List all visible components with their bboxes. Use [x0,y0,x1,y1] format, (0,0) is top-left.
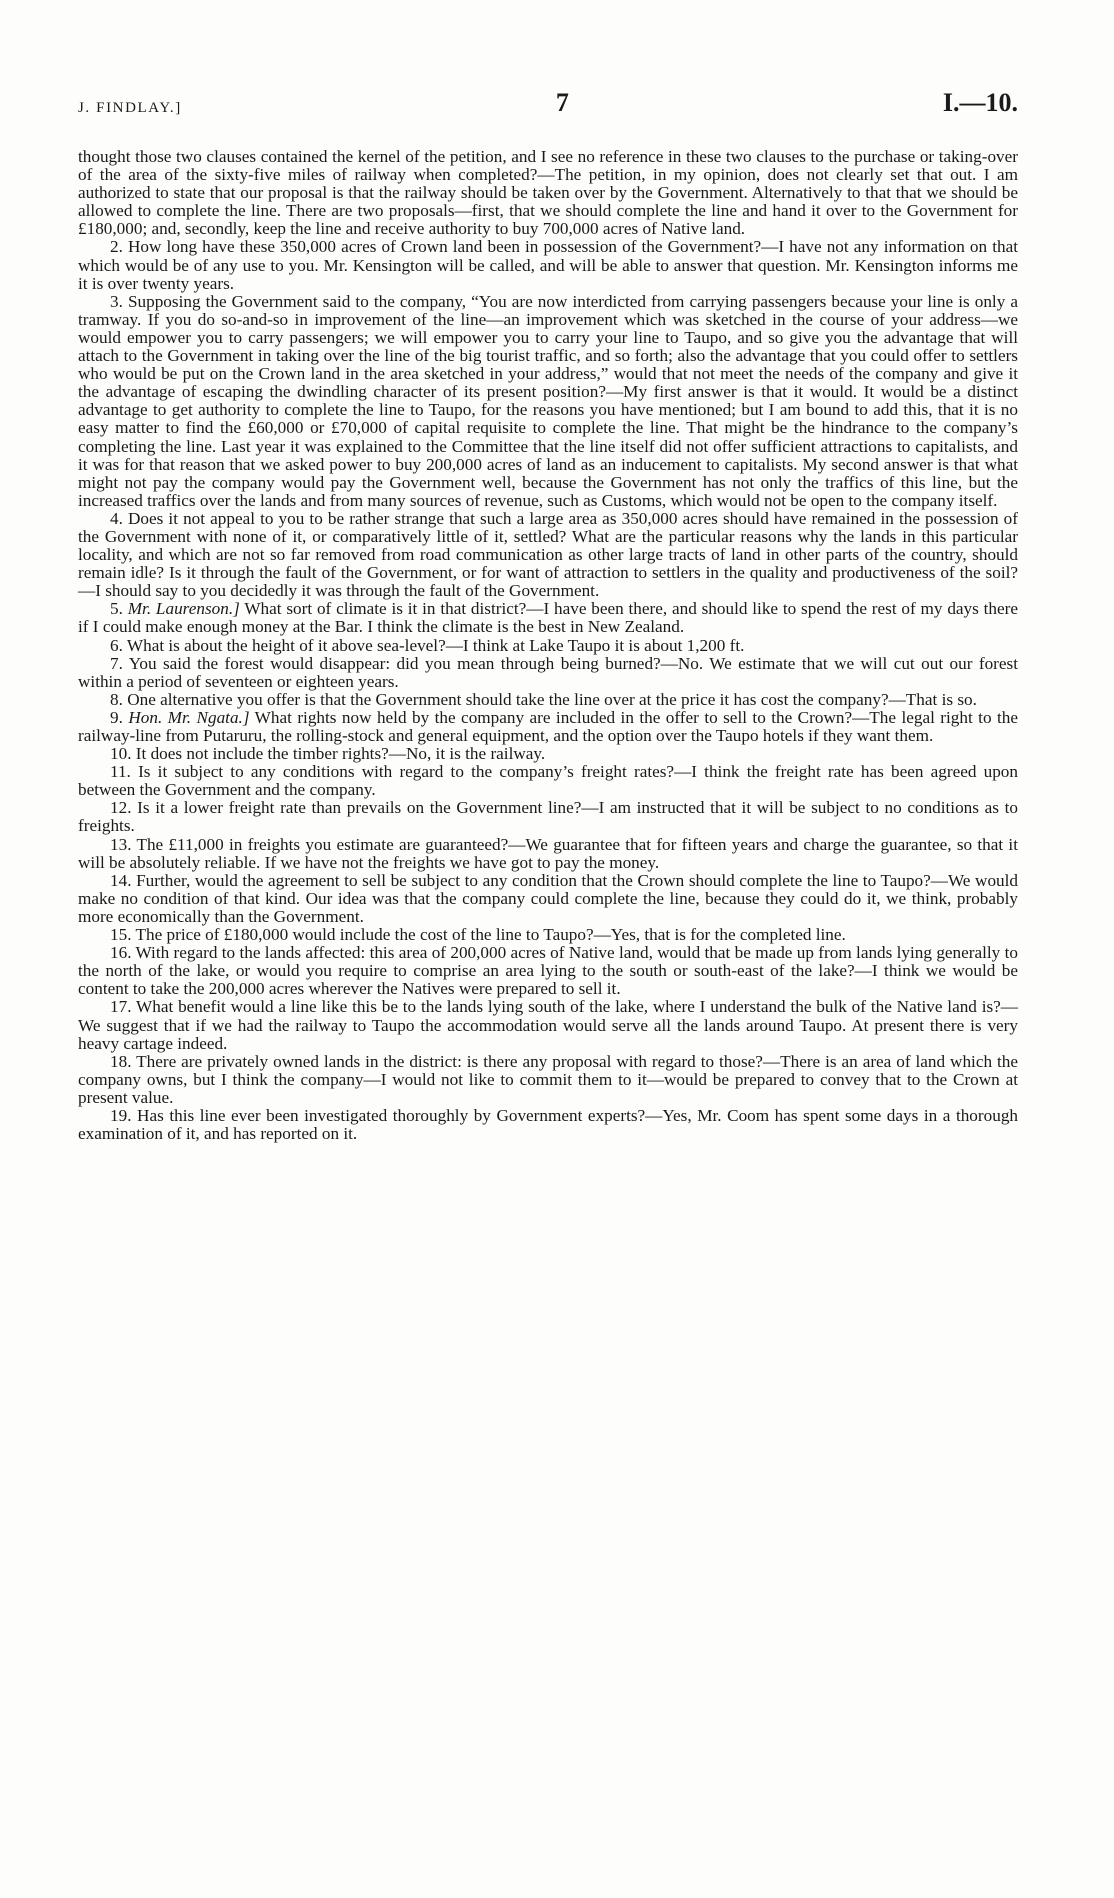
paragraph [78,600,1018,636]
question-number: 18. [110,1051,132,1071]
question-number: 12. [110,798,132,818]
paragraph-text: One alternative you offer is that the Government should take the line over at the price it has cost the company?—That is so. [127,689,977,709]
paragraph-text: With regard to the lands affected: this area of 200,000 acres of Native land, would that be made up from lands lying generally to the north of the lake, or would you require to comprise an area lying to the south or south-east of the lake?—I think we would be content to take the 200,000 acres wherever the Natives were prepared to sell it. [78,943,1018,999]
question-number: 4. [110,508,123,528]
paragraph-text: What benefit would a line like this be to the lands lying south of the lake, where I understand the bulk of the Native land is?—We suggest that if we had the railway to Taupo the accommodation would serve all the lands around Taupo. At present there is very heavy cartage indeed. [78,997,1018,1053]
page-number: 7 [555,88,569,117]
paragraph-text: Further, would the agreement to sell be subject to any condition that the Crown should complete the line to Taupo?—We would make no condition of that kind. Our idea was that the company could complete the line, because they could do it, we think, probably more economically than the Government. [78,870,1018,926]
paragraph [78,998,1018,1052]
question-number: 10. [110,744,132,764]
question-number: 3. [110,291,123,311]
paragraph-text: thought those two clauses contained the kernel of the petition, and I see no reference in these two clauses to the purchase or taking-over of the area of the sixty-five miles of railway when completed?—The petition, in my opinion, does not clearly set that out. I am authorized to state that our proposal is that the railway should be taken over by the Government. Alternatively to that that we should be allowed to complete the line. There are two proposals—first, that we should complete the line and hand it over to the Government for £180,000; and, secondly, keep the line and receive authority to buy 700,000 acres of Native land. [78,147,1018,239]
question-number: 16. [110,943,132,963]
paragraph-text: Supposing the Government said to the company, “You are now interdicted from carrying passengers because your line is only a tramway. If you do so-and-so in improvement of the line—an improvement which was sketched in the course of your address—we would empower you to carry passengers; we will empower you to carry your line to Taupo, and so give you the advantage that will attach to the Government in taking over the line of the big tourist traffic, and so forth; also the advantage that you could offer to settlers who would be put on the Crown land in the area sketched in your address,” would that not meet the needs of the company and give it the advantage of escaping the dwindling character of its present position?—My first answer is that it would. It would be a distinct advantage to get authority to complete the line to Taupo, for the reasons you have mentioned; but I am bound to add this, that it is no easy matter to find the £60,000 or £70,000 of capital requisite to complete the line. That might be the hindrance to the company’s completing the line. Last year it was explained to the Committee that the line itself did not offer sufficient attractions to capitalists, and it was for that reason that we asked power to buy 200,000 acres of land as an inducement to capitalists. My second answer is that what might not pay the company would pay the Government well, because the Government has not only the traffics of this line, but the increased traffics over the lands and from many sources of revenue, such as Customs, which would not be open to the company itself. [78,291,1018,510]
paragraph-text: How long have these 350,000 acres of Crown land been in possession of the Government?—I have not any information on that which would be of any use to you. Mr. Kensington will be called, and will be able to answer that question. Mr. Kensington informs me it is over twenty years. [78,237,1018,293]
document-reference: I.—10. [942,88,1018,117]
page-header [78,88,1018,128]
paragraph-text: What is about the height of it above sea-level?—I think at Lake Taupo it is about 1,200 ft. [126,635,745,655]
paragraph-text: The price of £180,000 would include the cost of the line to Taupo?—Yes, that is for the completed line. [135,925,846,945]
paragraph-text: There are privately owned lands in the district: is there any proposal with regard to those?—There is an area of land which the company owns, but I think the company—I would not like to commit them to it—would be prepared to convey that to the Crown at present value. [78,1051,1018,1107]
speaker-name: Mr. Laurenson.] [127,599,240,619]
paragraph [78,872,1018,926]
paragraph [78,148,1018,238]
question-number: 19. [110,1105,132,1125]
question-number: 5. [110,599,123,619]
paragraph [78,926,1018,944]
paragraph [78,293,1018,510]
paragraph-text: You said the forest would disappear: did you mean through being burned?—No. We estimate that we will cut out our forest within a period of seventeen or eighteen years. [78,653,1018,691]
question-number: 13. [110,834,132,854]
question-number: 9. [110,707,123,727]
paragraph [78,510,1018,600]
paragraph [78,799,1018,835]
paragraph [78,709,1018,745]
page-body [78,148,1018,1143]
question-number: 7. [110,653,123,673]
paragraph [78,944,1018,998]
header-witness-name: J. FINDLAY.] [78,100,182,116]
question-number: 6. [110,635,123,655]
paragraph [78,238,1018,292]
paragraph-text: What rights now held by the company are included in the offer to sell to the Crown?—The legal right to the railway-line from Putaruru, the rolling-stock and general equipment, and the option over the Taupo hotels if they want them. [78,707,1018,745]
question-number: 17. [110,997,132,1017]
paragraph-text: Is it subject to any conditions with regard to the company’s freight rates?—I think the freight rate has been agreed upon between the Government and the company. [78,762,1018,800]
question-number: 2. [110,237,123,257]
question-number: 8. [110,689,123,709]
paragraph [78,1107,1018,1143]
paragraph-text: The £11,000 in freights you estimate are guaranteed?—We guarantee that for fifteen years and charge the guarantee, so that it will be absolutely reliable. If we have not the freights we have got to pay the money. [78,834,1018,872]
question-number: 11. [110,762,131,782]
paragraph [78,655,1018,691]
paragraph-text: Does it not appeal to you to be rather strange that such a large area as 350,000 acres should have remained in the possession of the Government with none of it, or comparatively little of it, settled? What are the particular reasons why the lands in this particular locality, and which are not so far removed from road communication as other large tracts of land in other parts of the country, should remain idle? Is it through the fault of the Government, or for want of attraction to settlers in the quality and productiveness of the soil?—I should say to you decidedly it was through the fault of the Government. [78,508,1019,601]
question-number: 15. [110,925,132,945]
paragraph-text: Has this line ever been investigated thoroughly by Government experts?—Yes, Mr. Coom has spent some days in a thorough examination of it, and has reported on it. [78,1105,1019,1144]
speaker-name: Hon. Mr. Ngata.] [128,707,250,727]
question-number: 14. [110,870,132,890]
paragraph [78,637,1018,655]
paragraph [78,1053,1018,1107]
paragraph-text: What sort of climate is it in that district?—I have been there, and should like to spend the rest of my days there if I could make enough money at the Bar. I think the climate is the best in New Zealand. [78,599,1018,637]
paragraph-text: It does not include the timber rights?—No, it is the railway. [135,744,546,764]
paragraph [78,836,1018,872]
paragraph-text: Is it a lower freight rate than prevails on the Government line?—I am instructed that it will be subject to no conditions as to freights. [78,798,1018,836]
paragraph [78,745,1018,763]
paragraph [78,691,1018,709]
paragraph [78,763,1018,799]
